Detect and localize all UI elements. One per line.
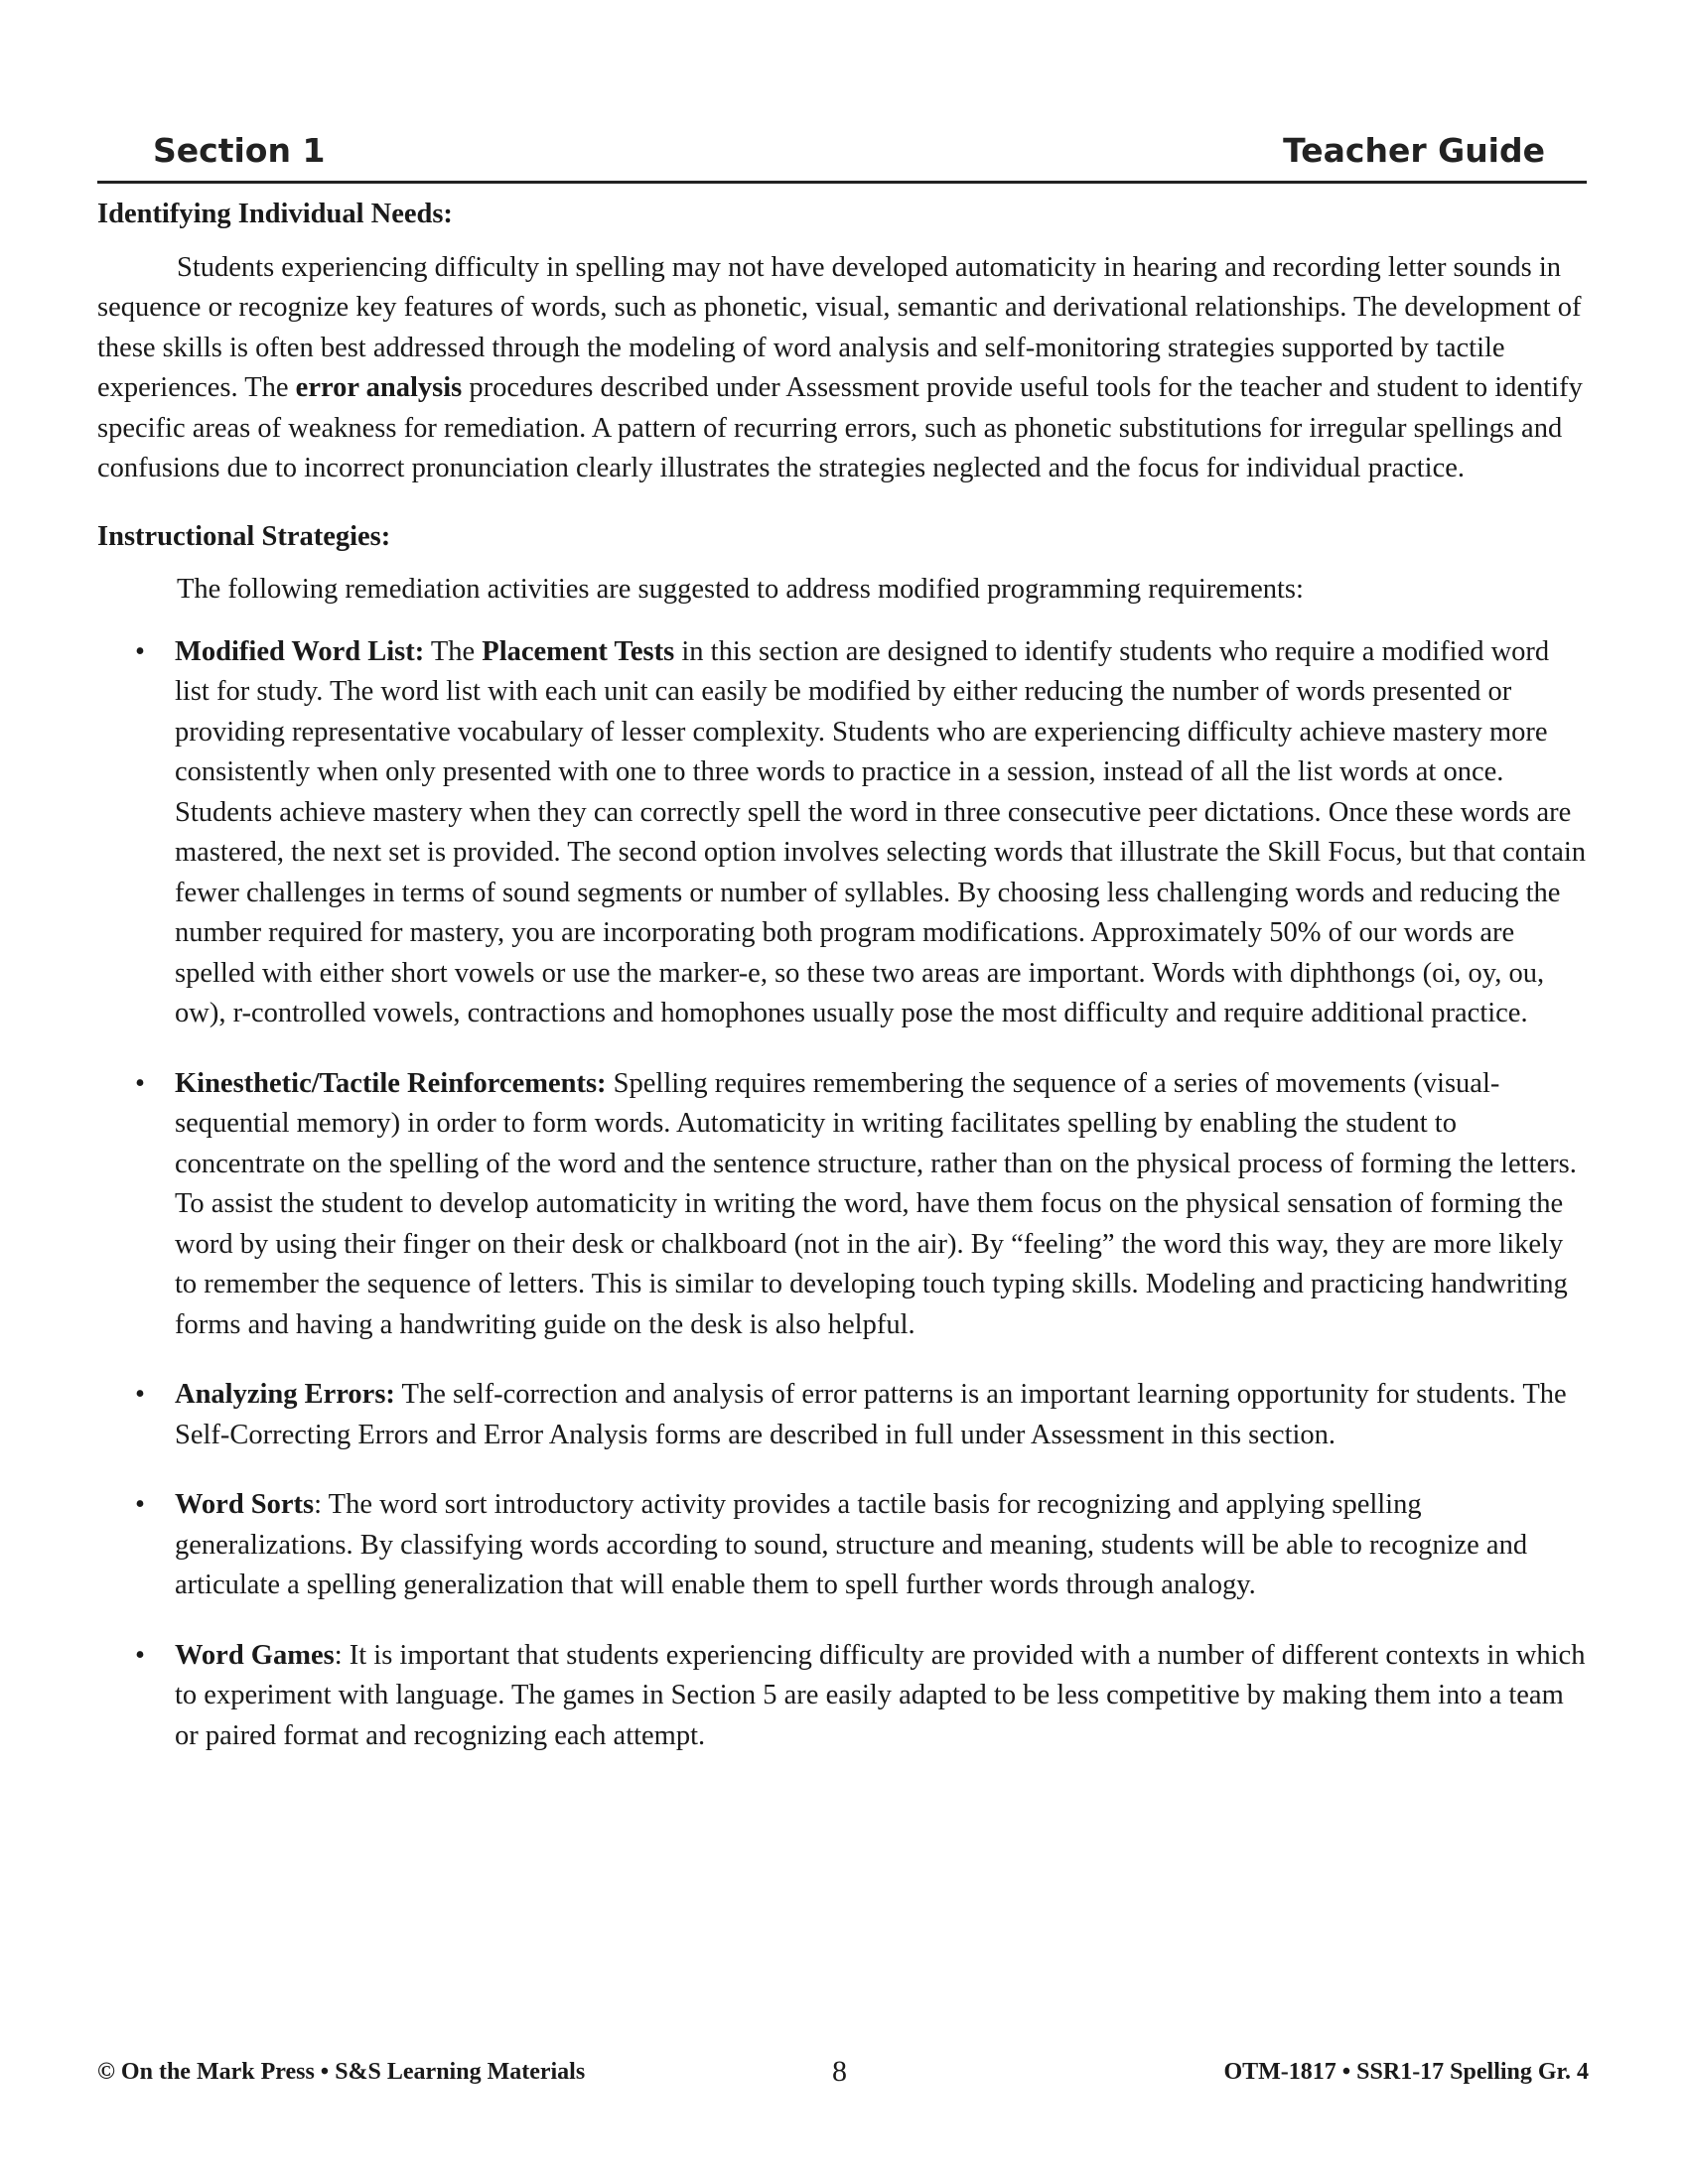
publisher-credit: © On the Mark Press • S&S Learning Materials — [97, 2059, 586, 2085]
strategies-intro: The following remediation activities are suggested to address modified programming requirements: — [177, 574, 1304, 605]
error-analysis-term: error analysis — [295, 372, 463, 403]
item-text: in this section are designed to identify students who require a modified word list for study. The word list with each unit can easily be modified by either reducing the number of words presented or providing representative vocabulary of lesser complexity. Students who are experiencing difficulty achieve mastery more consistently when only presented with one to three words to practice in a session, instead of all the list words at once. Students achieve mastery when they can correctly spell the word in three consecutive peer dictations. Once these words are mastered, the next set is provided. The second option involves selecting words that illustrate the Skill Focus, but that contain fewer challenges in terms of sound segments or number of syllables. By choosing less challenging words and reducing the number required for mastery, you are incorporating both program modifications. Approximately 50% of our words are spelled with either short vowels or use the marker-e, so these two areas are important. Words with diphthongs (oi, oy, ou, ow), r-controlled vowels, contractions and homophones usually pose the most difficulty and require additional practice. — [175, 635, 1587, 1028]
product-code: OTM-1817 • SSR1-17 Spelling Gr. 4 — [1223, 2059, 1589, 2085]
section-label: Section 1 — [153, 131, 326, 170]
bullet-icon: • — [135, 635, 145, 667]
list-item — [97, 1485, 1587, 1606]
strategies-list — [97, 632, 1587, 1757]
item-term: Word Games — [175, 1639, 335, 1671]
page-content — [97, 195, 1587, 1786]
bullet-icon: • — [135, 1379, 145, 1410]
page-header — [97, 125, 1587, 184]
item-term: Analyzing Errors: — [175, 1379, 395, 1410]
item-text: : The word sort introductory activity provides a tactile basis for recognizing and applying spelling generalizations. By classifying words according to sound, structure and meaning, students will be able to recognize and articulate a spelling generalization that will enable them to spell further words through analogy. — [175, 1489, 1528, 1600]
needs-heading: Identifying Individual Needs: — [97, 199, 453, 229]
list-item — [97, 1375, 1587, 1455]
page-number: 8 — [832, 2055, 847, 2088]
item-term: Kinesthetic/Tactile Reinforcements: — [175, 1067, 607, 1099]
item-text: Spelling requires remembering the sequence of a series of movements (visual-sequential memory) in order to form words. Automaticity in writing facilitates spelling by enabling the student to concentrate on the spelling of the word and the sentence structure, rather than on the physical process of forming the letters. To assist the student to develop automaticity in writing the word, have them focus on the physical sensation of forming the word by using their finger on their desk or chalkboard (not in the air). By “feeling” the word this way, they are more likely to remember the sequence of letters. This is similar to developing touch typing skills. Modeling and practicing handwriting forms and having a handwriting guide on the desk is also helpful. — [175, 1067, 1577, 1340]
list-item: • Modified Word List: The Placement Tests in this section are designed to identify students who require a modified word list for study. The word list with each unit can easily be modified by either reducing the number of words presented or providing representative vocabulary of lesser complexity. Students who are experiencing difficulty achieve mastery more consistently when only presented with one to three words to practice in a session, instead of all the list words at once. Students achieve mastery when they can correctly spell the word in three consecutive peer dictations. Once these words are mastered, the next set is provided. The second option involves selecting words that illustrate the Skill Focus, but that contain fewer challenges in terms of sound segments or number of syllables. By choosing less challenging words and reducing the number required for mastery, you are incorporating both program modifications. Approximately 50% of our words are spelled with either short vowels or use the marker-e, so these two areas are important. Words with diphthongs (oi, oy, ou, ow), r-controlled vowels, contractions and homophones usually pose the most difficulty and require additional practice. — [97, 632, 1587, 1034]
bullet-icon: • — [135, 1639, 145, 1671]
bullet-icon: • — [135, 1067, 145, 1099]
list-item — [97, 1636, 1587, 1757]
guide-label: Teacher Guide — [1283, 131, 1545, 170]
item-text: The self-correction and analysis of error patterns is an important learning opportunity for students. The Self-Correcting Errors and Error Analysis forms are described in full under Assessment in this section. — [175, 1379, 1567, 1450]
item-text: : It is important that students experiencing difficulty are provided with a number of different contexts in which to experiment with language. The games in Section 5 are easily adapted to be less competitive by making them into a team or paired format and recognizing each attempt. — [175, 1639, 1586, 1751]
page-footer — [97, 2055, 1589, 2095]
needs-paragraph: Students experiencing difficulty in spelling may not have developed automaticity in hearing and recording letter sounds in sequence or recognize key features of words, such as phonetic, visual, semantic and derivational relationships. The development of these skills is often best addressed through the modeling of word analysis and self-monitoring strategies supported by tactile experiences. The error analysis procedures described under Assessment provide useful tools for the teacher and student to identify specific areas of weakness for remediation. A pattern of recurring errors, such as phonetic substitutions for irregular spellings and confusions due to incorrect pronunciation clearly illustrates the strategies neglected and the focus for individual practice. — [97, 251, 1583, 483]
list-item — [97, 1064, 1587, 1346]
bullet-icon: • — [135, 1489, 145, 1520]
item-term: Modified Word List: — [175, 635, 425, 667]
placement-tests-term: Placement Tests — [482, 635, 675, 667]
item-term: Word Sorts — [175, 1489, 315, 1520]
strategies-heading: Instructional Strategies: — [97, 520, 391, 552]
